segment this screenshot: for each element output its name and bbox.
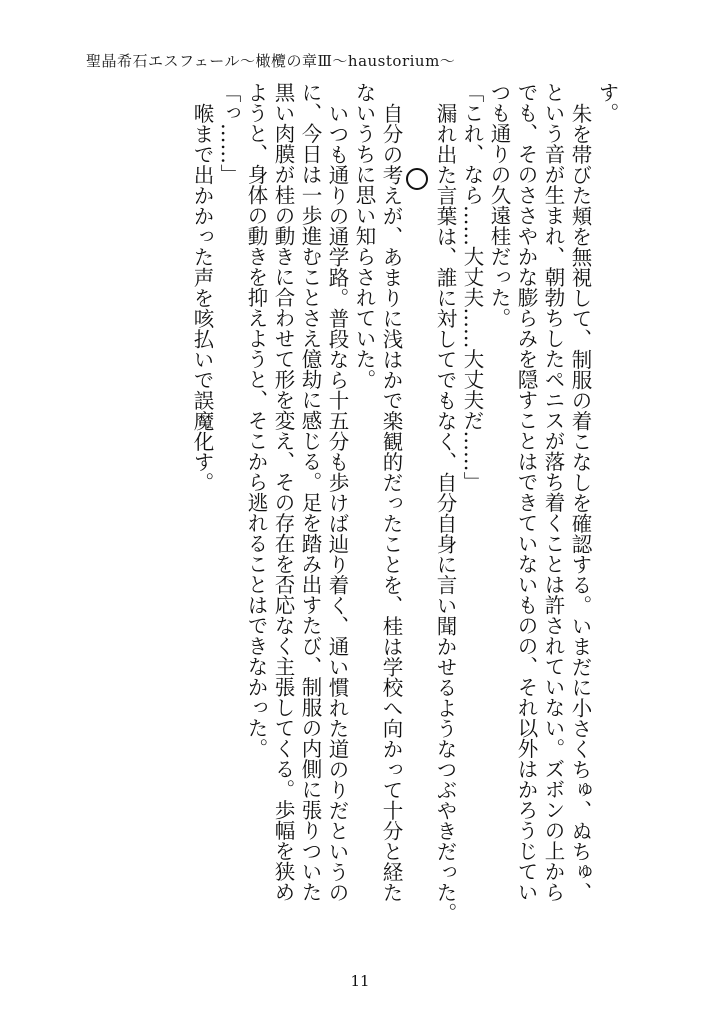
text-line: 漏れ出た言葉は、誰に対してでもなく、自分自身に言い聞かせるようなつぶやきだった。	[433, 102, 457, 923]
running-header: 聖晶希石エスフェール〜橄欖の章Ⅲ〜haustorium〜	[86, 52, 456, 70]
section-separator	[404, 82, 431, 982]
text-line: 朱を帯びた頬を無視して、制服の着こなしを確認する。いまだに小さくちゅ、ぬちゅ、	[568, 102, 592, 902]
text-line: ようと、身体の動きを抑えようと、そこから逃れることはできなかった。	[244, 82, 268, 759]
text-line: す。	[595, 82, 619, 123]
text-line: という音が生まれ、朝勃ちしたペニスが落ち着くことは許されていない。ズボンの上から	[541, 82, 565, 902]
circle-separator-icon	[406, 168, 428, 190]
text-line: いつも通りの通学路。普段なら十五分も歩けば辿り着く、通い慣れた道のりだというの	[325, 102, 349, 902]
text-line: 「これ、なら……大丈夫……大丈夫だ……」	[460, 82, 484, 492]
text-line: に、今日は一歩進むことさえ億劫に感じる。足を踏み出すたび、制服の内側に張りついた	[298, 82, 322, 902]
text-line: つも通りの久遠桂だった。	[487, 82, 511, 328]
text-line: 黒い肉膜が桂の動きに合わせて形を変え、その存在を否応なく主張してくる。歩幅を狭め	[271, 82, 295, 902]
text-line: 「っ……」	[217, 82, 241, 185]
text-line: 自分の考えが、あまりに浅はかで楽観的だったことを、桂は学校へ向かって十分と経た	[379, 102, 403, 902]
text-line: でも、そのささやかな膨らみを隠すことはできていないものの、それ以外はかろうじてい	[514, 82, 538, 902]
vertical-body-text	[188, 82, 620, 982]
page-number: 11	[350, 972, 370, 990]
text-line: 喉まで出かかった声を咳払いで誤魔化す。	[190, 102, 214, 492]
text-line: ないうちに思い知らされていた。	[352, 82, 376, 390]
